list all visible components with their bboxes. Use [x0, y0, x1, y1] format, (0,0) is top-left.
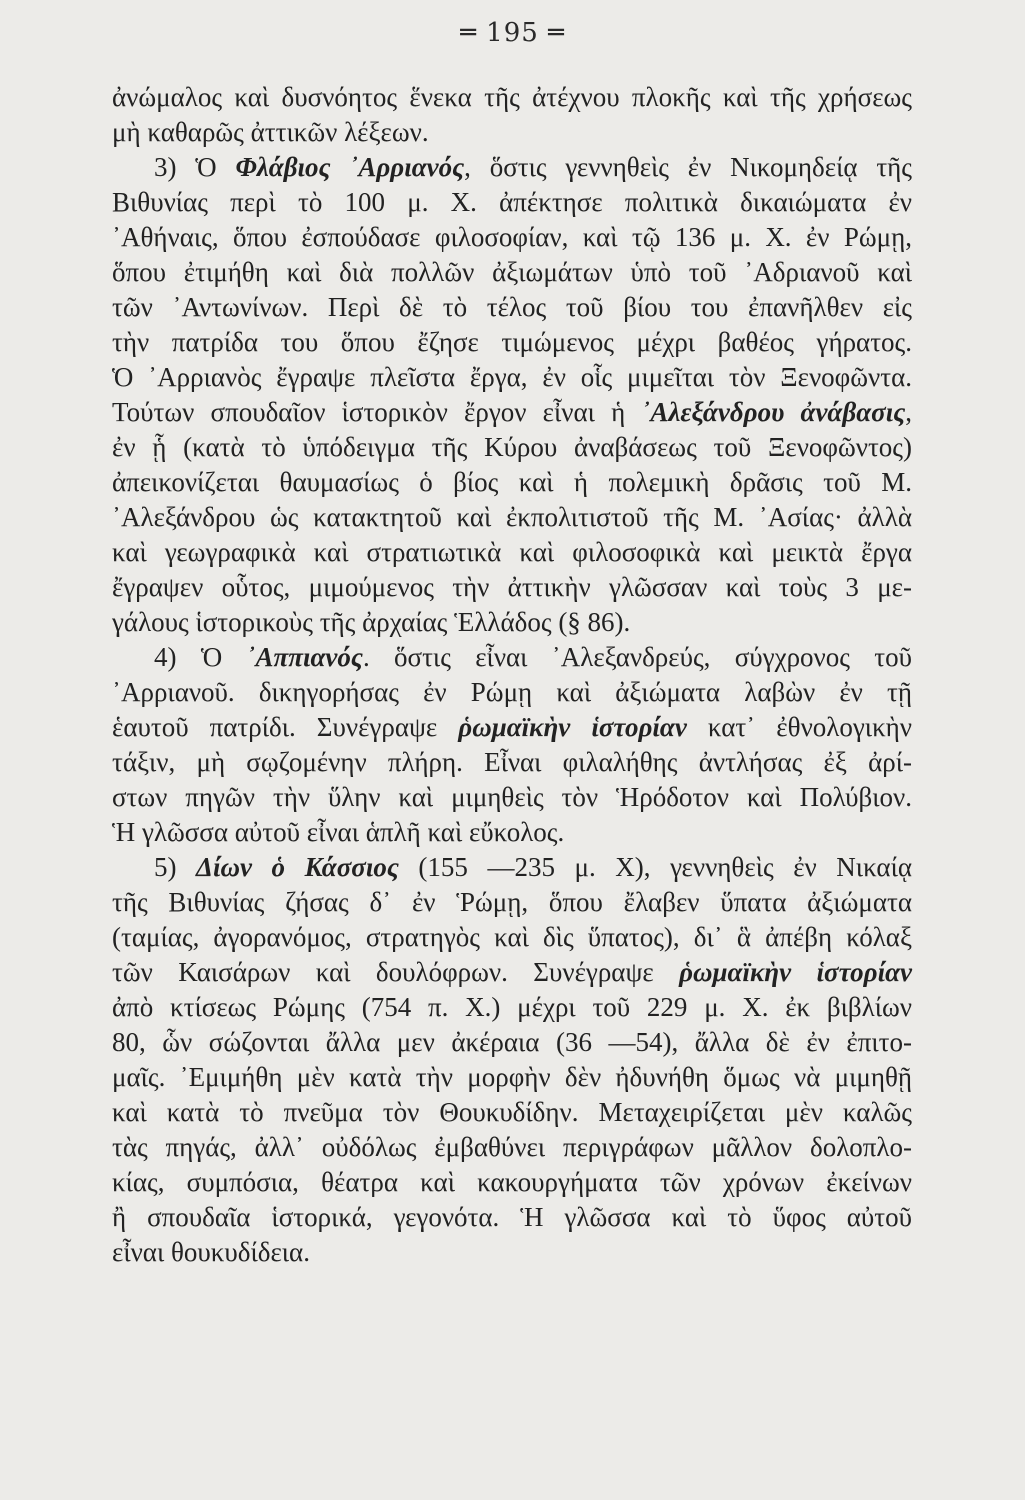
- text-run: ἐν ᾗ (κατὰ τὸ ὑπόδειγμα τῆς Κύρου ἀναβάσεως τοῦ Ξενοφῶντος): [112, 432, 912, 462]
- emphasized-title: Δίων ὁ Κάσσιος: [196, 852, 399, 882]
- text-run: μὴ καθαρῶς ἀττικῶν λέξεων.: [112, 117, 429, 147]
- text-line: [112, 115, 912, 150]
- text-line: [112, 1235, 912, 1270]
- text-run: ᾿Αλεξάνδρου ὡς κατακτητοῦ καὶ ἐκπολιτιστοῦ τῆς Μ. ᾿Ασίας· ἀλλὰ: [112, 502, 912, 532]
- text-run: (ταμίας, ἀγορανόμος, στρατηγὸς καὶ δὶς ὕπατος), δι᾿ ἃ ἀπέβη κόλαξ: [112, 922, 912, 952]
- text-run: 4) Ὁ: [154, 642, 247, 672]
- emphasized-title: ᾿Αππιανός: [246, 642, 363, 672]
- emphasized-title: ᾿Αλεξάνδρου ἀνάβασις: [641, 397, 906, 427]
- text-run: μαῖς. ᾿Εμιμήθη μὲν κατὰ τὴν μορφὴν δὲν ἠδυνήθη ὅμως νὰ μιμηθῇ: [112, 1062, 912, 1092]
- text-line: [112, 955, 912, 990]
- text-run: κίας, συμπόσια, θέατρα καὶ κακουργήματα τῶν χρόνων ἐκείνων: [112, 1167, 912, 1197]
- text-line: [112, 150, 912, 185]
- text-run: ἢ σπουδαῖα ἱστορικά, γεγονότα. Ἡ γλῶσσα καὶ τὸ ὕφος αὐτοῦ: [112, 1202, 912, 1232]
- text-run: γάλους ἱστορικοὺς τῆς ἀρχαίας Ἑλλάδος (§ 86).: [112, 607, 631, 637]
- text-run: ἀπεικονίζεται θαυμασίως ὁ βίος καὶ ἡ πολεμικὴ δρᾶσις τοῦ Μ.: [112, 467, 912, 497]
- text-line: [112, 675, 912, 710]
- text-run: ᾿Αρριανοῦ. δικηγορήσας ἐν Ρώμῃ καὶ ἀξιώματα λαβὼν ἐν τῇ: [112, 677, 912, 707]
- text-line: [112, 605, 912, 640]
- text-run: Βιθυνίας περὶ τὸ 100 μ. Χ. ἀπέκτησε πολιτικὰ δικαιώματα ἐν: [112, 187, 912, 217]
- text-run: Ἡ γλῶσσα αὐτοῦ εἶναι ἁπλῆ καὶ εὔκολος.: [112, 817, 565, 847]
- text-run: . ὅστις εἶναι ᾿Αλεξανδρεύς, σύγχρονος τοῦ: [362, 642, 912, 672]
- text-run: Ὁ ᾿Αρριανὸς ἔγραψε πλεῖστα ἔργα, ἐν οἷς μιμεῖται τὸν Ξενοφῶντα.: [112, 362, 912, 392]
- text-run: (155 —235 μ. Χ), γεννηθεὶς ἐν Νικαίᾳ: [398, 852, 912, 882]
- text-run: ᾿Αθήναις, ὅπου ἐσπούδασε φιλοσοφίαν, καὶ τῷ 136 μ. Χ. ἐν Ρώμῃ,: [112, 222, 912, 252]
- text-run: ἔγραψεν οὗτος, μιμούμενος τὴν ἀττικὴν γλῶσσαν καὶ τοὺς 3 με-: [112, 572, 912, 602]
- text-line: [112, 185, 912, 220]
- text-run: ἀπὸ κτίσεως Ρώμης (754 π. Χ.) μέχρι τοῦ 229 μ. Χ. ἐκ βιβλίων: [112, 992, 912, 1022]
- text-line: [112, 360, 912, 395]
- text-line: [112, 430, 912, 465]
- text-line: [112, 325, 912, 360]
- text-line: [112, 1200, 912, 1235]
- text-run: ἑαυτοῦ πατρίδι. Συνέγραψε: [112, 712, 459, 742]
- text-line: [112, 990, 912, 1025]
- text-line: [112, 745, 912, 780]
- text-line: [112, 395, 912, 430]
- text-run: 3) Ὁ: [154, 152, 236, 182]
- emphasized-title: ῥωμαϊκὴν ἱστορίαν: [679, 957, 913, 987]
- text-line: [112, 640, 912, 675]
- text-line: [112, 1165, 912, 1200]
- text-line: [112, 570, 912, 605]
- text-run: κατ᾿ ἐθνολογικὴν: [686, 712, 913, 742]
- text-line: [112, 220, 912, 255]
- text-line: [112, 1130, 912, 1165]
- text-run: τῆς Βιθυνίας ζήσας δ᾿ ἐν Ῥώμῃ, ὅπου ἔλαβεν ὕπατα ἀξιώματα: [112, 887, 912, 917]
- text-line: [112, 255, 912, 290]
- body-text: [112, 80, 912, 1270]
- text-run: 5): [154, 852, 197, 882]
- text-run: , ὅστις γεννηθεὶς ἐν Νικομηδείᾳ τῆς: [464, 152, 912, 182]
- text-run: ,: [905, 397, 912, 427]
- text-run: τάξιν, μὴ σῳζομένην πλήρη. Εἶναι φιλαλήθης ἀντλήσας ἐξ ἀρί-: [112, 747, 912, 777]
- text-run: καὶ κατὰ τὸ πνεῦμα τὸν Θουκυδίδην. Μεταχειρίζεται μὲν καλῶς: [112, 1097, 912, 1127]
- text-line: [112, 535, 912, 570]
- emphasized-title: ῥωμαϊκὴν ἱστορίαν: [458, 712, 687, 742]
- text-run: τὴν πατρίδα του ὅπου ἔζησε τιμώμενος μέχρι βαθέος γήρατος.: [112, 327, 912, 357]
- text-line: [112, 290, 912, 325]
- text-run: Τούτων σπουδαῖον ἱστορικὸν ἔργον εἶναι ἡ: [112, 397, 642, 427]
- text-run: 80, ὧν σώζονται ἄλλα μεν ἀκέραια (36 —54), ἄλλα δὲ ἐν ἐπιτο-: [112, 1027, 912, 1057]
- text-run: καὶ γεωγραφικὰ καὶ στρατιωτικὰ καὶ φιλοσοφικὰ καὶ μεικτὰ ἔργα: [112, 537, 912, 567]
- text-run: ὅπου ἐτιμήθη καὶ διὰ πολλῶν ἀξιωμάτων ὑπὸ τοῦ ᾿Αδριανοῦ καὶ: [112, 257, 912, 287]
- text-line: [112, 710, 912, 745]
- text-line: [112, 500, 912, 535]
- page-number: ═ 195 ═: [460, 18, 565, 48]
- text-line: [112, 920, 912, 955]
- text-run: τὰς πηγάς, ἀλλ᾿ οὐδόλως ἐμβαθύνει περιγράφων μᾶλλον δολοπλο-: [112, 1132, 912, 1162]
- text-line: [112, 885, 912, 920]
- text-line: [112, 1025, 912, 1060]
- text-line: [112, 815, 912, 850]
- text-line: [112, 780, 912, 815]
- text-run: ἀνώμαλος καὶ δυσνόητος ἕνεκα τῆς ἀτέχνου πλοκῆς καὶ τῆς χρήσεως: [112, 82, 912, 112]
- text-run: στων πηγῶν τὴν ὕλην καὶ μιμηθεὶς τὸν Ἡρόδοτον καὶ Πολύβιον.: [112, 782, 912, 812]
- text-line: [112, 465, 912, 500]
- text-run: τῶν ᾿Αντωνίνων. Περὶ δὲ τὸ τέλος τοῦ βίου του ἐπανῆλθεν εἰς: [112, 292, 912, 322]
- text-line: [112, 80, 912, 115]
- emphasized-title: Φλάβιος ᾿Αρριανός: [235, 152, 465, 182]
- text-line: [112, 1095, 912, 1130]
- text-run: εἶναι θουκυδίδεια.: [112, 1237, 310, 1267]
- text-line: [112, 850, 912, 885]
- text-line: [112, 1060, 912, 1095]
- text-run: τῶν Καισάρων καὶ δουλόφρων. Συνέγραψε: [112, 957, 680, 987]
